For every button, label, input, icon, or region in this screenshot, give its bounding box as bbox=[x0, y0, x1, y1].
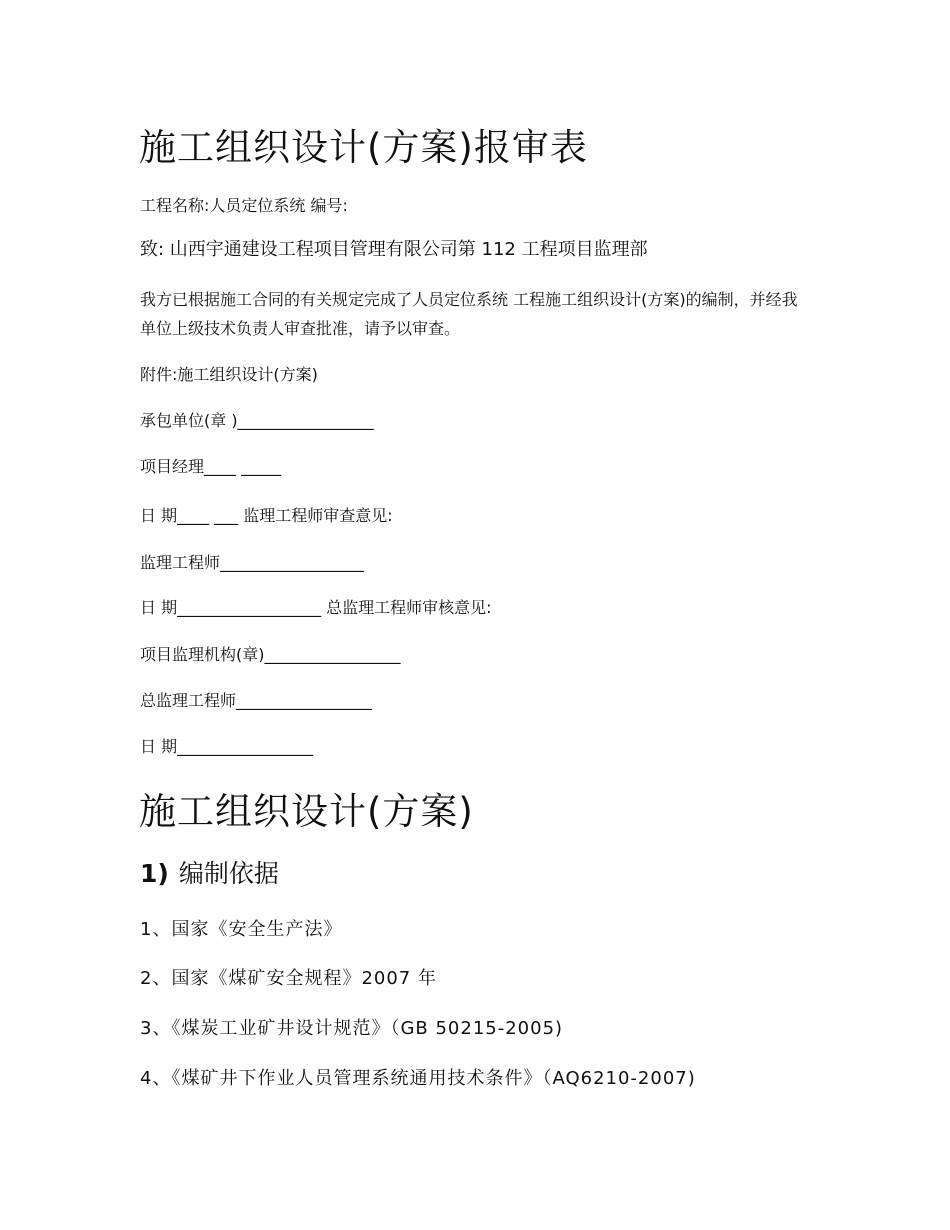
form-title: 施工组织设计(方案)报审表 bbox=[139, 126, 588, 169]
contractor-line: 承包单位(章 )_________________ bbox=[140, 411, 374, 430]
project-name-line: 工程名称:人员定位系统 编号: bbox=[140, 196, 348, 215]
section-label: 编制依据 bbox=[178, 859, 279, 888]
plan-title: 施工组织设计(方案) bbox=[139, 790, 474, 833]
attachment-line: 附件:施工组织设计(方案) bbox=[140, 365, 318, 384]
project-manager-line: 项目经理____ _____ bbox=[140, 457, 282, 476]
supervision-org-line: 项目监理机构(章)_________________ bbox=[140, 645, 401, 664]
date-review-line: 日 期____ ___ 监理工程师审查意见: bbox=[140, 506, 393, 525]
section-heading bbox=[140, 857, 279, 891]
list-item: 1、国家《安全生产法》 bbox=[140, 919, 343, 940]
final-date-line: 日 期_________________ bbox=[140, 737, 314, 756]
chief-supervisor-line: 总监理工程师_________________ bbox=[140, 691, 373, 710]
section-number: 1) bbox=[140, 859, 169, 888]
list-item: 2、国家《煤矿安全规程》2007 年 bbox=[140, 968, 437, 989]
date-chief-review-line: 日 期__________________ 总监理工程师审核意见: bbox=[140, 598, 492, 617]
list-item: 4、《煤矿井下作业人员管理系统通用技术条件》（AQ6210-2007) bbox=[140, 1068, 696, 1089]
supervisor-line: 监理工程师__________________ bbox=[140, 553, 365, 572]
submission-paragraph: 我方已根据施工合同的有关规定完成了人员定位系统 工程施工组织设计(方案)的编制，并经我单位上级技术负责人审查批准，请予以审查。 bbox=[140, 290, 798, 338]
list-item: 3、《煤炭工业矿井设计规范》（GB 50215-2005) bbox=[140, 1018, 564, 1039]
addressee-line: 致: 山西宇通建设工程项目管理有限公司第 112 工程项目监理部 bbox=[140, 239, 648, 260]
